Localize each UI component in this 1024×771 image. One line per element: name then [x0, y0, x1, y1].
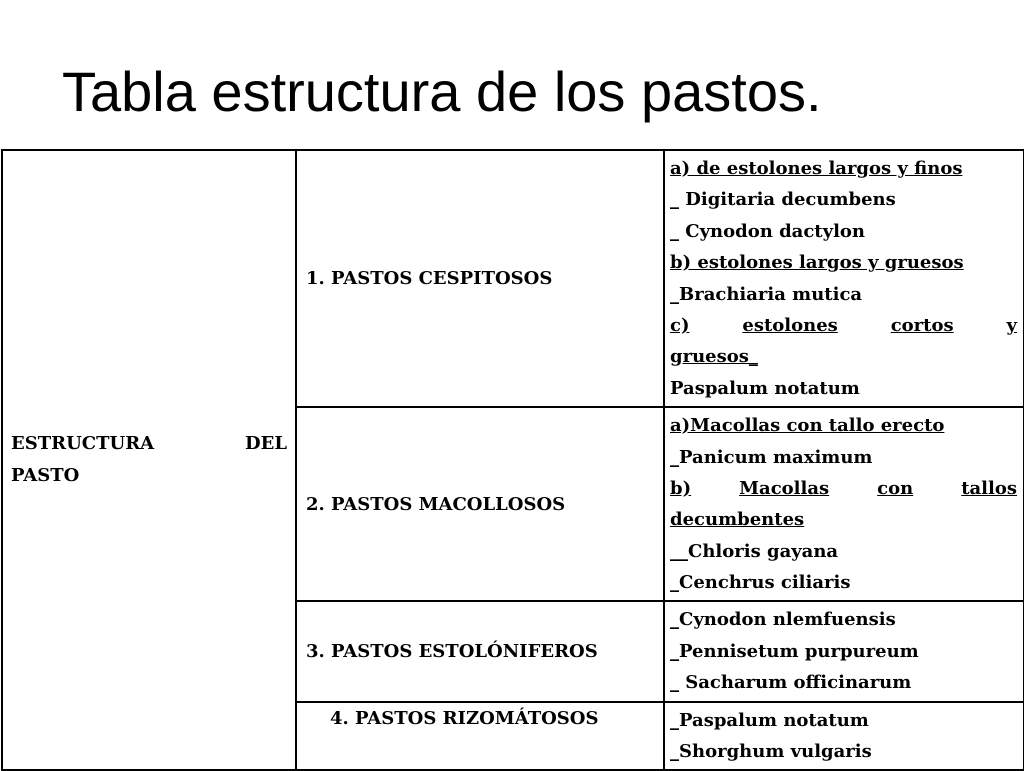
species-line: _Shorghum vulgaris: [670, 741, 872, 763]
species-word: tallos: [961, 477, 1017, 499]
species-line: __Chloris gayana: [670, 540, 839, 562]
group-name-macollosos: 2. PASTOS MACOLLOSOS: [306, 493, 566, 515]
species-line: Paspalum notatum: [670, 377, 860, 399]
group-cell: [296, 150, 664, 407]
species-line: b) estolones largos y gruesos: [670, 252, 964, 274]
species-word: con: [877, 477, 914, 499]
species-cell: [664, 150, 1024, 407]
species-line: _Brachiaria mutica: [670, 283, 863, 305]
grass-structure-table: [1, 149, 1024, 771]
species-line: _Panicum maximum: [670, 446, 873, 468]
structure-label: [3, 428, 295, 492]
group-cell: [296, 702, 664, 771]
species-word: estolones: [742, 314, 838, 336]
group-cell: [296, 601, 664, 701]
species-word: b): [670, 477, 692, 499]
species-list-macollosos: [665, 408, 1023, 600]
species-list-estoloniferos: [665, 602, 1023, 700]
species-line: _ Digitaria decumbens: [670, 189, 896, 211]
structure-cell: [2, 150, 296, 770]
species-line: [670, 310, 1017, 341]
species-line: _Paspalum notatum: [670, 709, 869, 731]
species-cell: [664, 702, 1024, 771]
species-line: a)Macollas con tallo erecto: [670, 415, 945, 437]
species-cell: [664, 601, 1024, 701]
page-title: Tabla estructura de los pastos.: [62, 60, 822, 123]
table-row: [2, 150, 1024, 407]
species-line: _Cenchrus ciliaris: [670, 572, 851, 594]
species-word: y: [1006, 314, 1017, 336]
species-line: _ Cynodon dactylon: [670, 220, 866, 242]
species-list-rizomatosos: [665, 703, 1023, 770]
species-line: _Cynodon nlemfuensis: [670, 609, 896, 631]
species-cell: [664, 407, 1024, 601]
group-name-cespitosos: 1. PASTOS CESPITOSOS: [306, 268, 553, 290]
structure-word: PASTO: [11, 465, 80, 487]
structure-word: DEL: [245, 433, 287, 455]
group-name-estoloniferos: 3. PASTOS ESTOLÓNIFEROS: [306, 641, 598, 663]
species-line: _Pennisetum purpureum: [670, 640, 919, 662]
species-line: gruesos_: [670, 346, 758, 368]
species-line: decumbentes: [670, 509, 805, 531]
structure-word: ESTRUCTURA: [11, 433, 155, 455]
group-name-rizomatosos: 4. PASTOS RIZOMÁTOSOS: [330, 707, 599, 729]
species-word: cortos: [890, 314, 954, 336]
species-line: [670, 473, 1017, 504]
species-list-cespitosos: [665, 151, 1023, 406]
species-line: _ Sacharum officinarum: [670, 672, 912, 694]
species-word: Macollas: [739, 477, 830, 499]
species-line: a) de estolones largos y finos: [670, 158, 963, 179]
species-word: c): [670, 314, 690, 336]
group-cell: [296, 407, 664, 601]
